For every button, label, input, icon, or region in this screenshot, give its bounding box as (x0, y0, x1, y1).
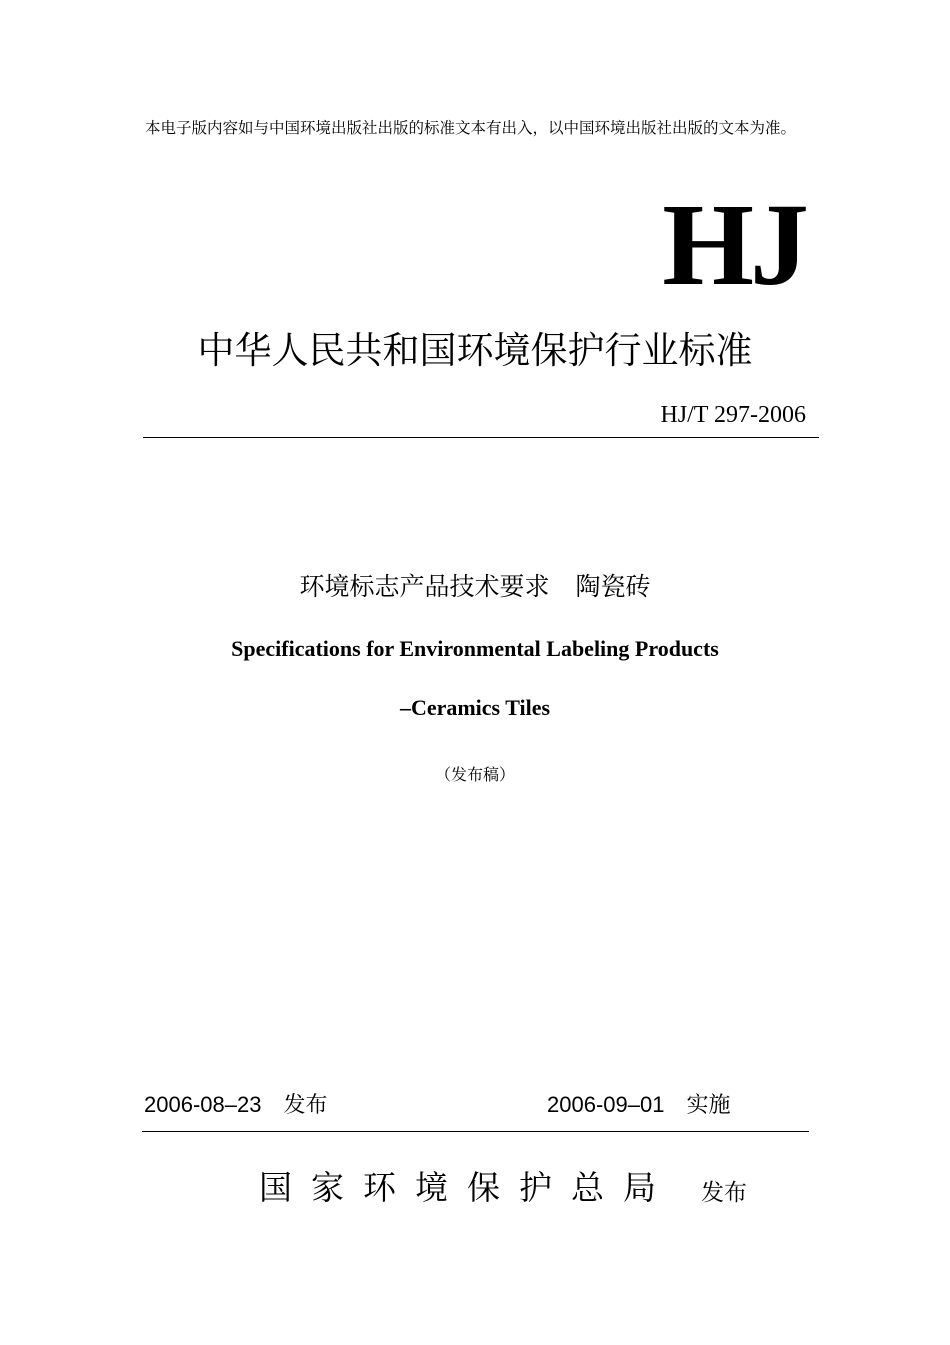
publish-date-block (144, 1090, 327, 1121)
effective-date: 2006-09–01 (547, 1092, 665, 1117)
chinese-title-main: 环境标志产品技术要求 (299, 572, 550, 601)
effective-label: 实施 (686, 1093, 731, 1118)
footer-divider (142, 1131, 809, 1132)
effective-date-block (547, 1090, 730, 1121)
draft-note: （发布稿） (434, 765, 515, 784)
english-title-line1: Specifications for Environmental Labeling Products (231, 636, 719, 661)
issuer-suffix: 发布 (701, 1180, 747, 1206)
chinese-title-sub: 陶瓷砖 (575, 572, 651, 601)
header-divider (143, 437, 819, 438)
standard-code: HJ/T 297-2006 (660, 402, 806, 428)
standard-type-heading: 中华人民共和国环境保护行业标准 (197, 329, 753, 372)
issuer-name: 国家环境保护总局 (259, 1168, 675, 1207)
publish-label: 发布 (283, 1093, 328, 1118)
publish-date: 2006-08–23 (144, 1092, 262, 1117)
hj-logo: HJ (662, 179, 805, 310)
english-title-line2: –Ceramics Tiles (399, 695, 551, 720)
chinese-title (0, 568, 950, 606)
disclaimer-text: 本电子版内容如与中国环境出版社出版的标准文本有出入，以中国环境出版社出版的文本为准。 (145, 119, 797, 137)
